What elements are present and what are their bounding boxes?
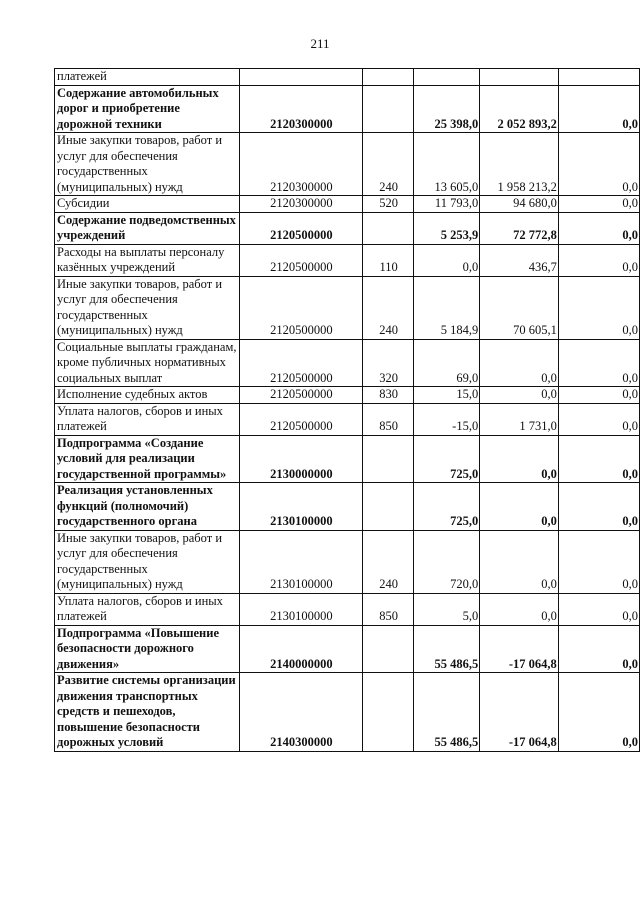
- row-value-1: -15,0: [414, 403, 480, 435]
- table-row: [55, 387, 640, 404]
- row-value-3: 0,0: [558, 212, 639, 244]
- row-value-2: 1 731,0: [480, 403, 559, 435]
- row-code: [239, 69, 362, 86]
- row-code: 2120500000: [239, 244, 362, 276]
- row-name: Развитие системы организации движения транспортных средств и пешеходов, повышение безопасности дорожных условий: [55, 673, 240, 752]
- row-expense-type: [363, 212, 414, 244]
- row-value-3: [558, 69, 639, 86]
- row-value-2: 436,7: [480, 244, 559, 276]
- row-value-1: 725,0: [414, 483, 480, 531]
- row-name: Социальные выплаты гражданам, кроме публичных нормативных социальных выплат: [55, 339, 240, 387]
- row-expense-type: 520: [363, 196, 414, 213]
- table-row: [55, 276, 640, 339]
- row-value-3: 0,0: [558, 196, 639, 213]
- table-row: [55, 530, 640, 593]
- row-value-3: 0,0: [558, 85, 639, 133]
- row-value-2: 0,0: [480, 483, 559, 531]
- row-value-1: 5,0: [414, 593, 480, 625]
- table-row: [55, 85, 640, 133]
- row-expense-type: [363, 673, 414, 752]
- row-value-2: 72 772,8: [480, 212, 559, 244]
- row-value-2: 0,0: [480, 387, 559, 404]
- row-code: 2120500000: [239, 212, 362, 244]
- table-row: [55, 625, 640, 673]
- table-row: [55, 212, 640, 244]
- row-value-3: 0,0: [558, 244, 639, 276]
- row-value-1: 25 398,0: [414, 85, 480, 133]
- row-code: 2120300000: [239, 133, 362, 196]
- row-code: 2140300000: [239, 673, 362, 752]
- row-value-3: 0,0: [558, 593, 639, 625]
- row-value-3: 0,0: [558, 625, 639, 673]
- row-expense-type: 830: [363, 387, 414, 404]
- row-code: 2130100000: [239, 483, 362, 531]
- row-value-1: 55 486,5: [414, 673, 480, 752]
- row-code: 2130100000: [239, 593, 362, 625]
- row-value-1: 0,0: [414, 244, 480, 276]
- row-code: 2120500000: [239, 387, 362, 404]
- row-code: 2130100000: [239, 530, 362, 593]
- row-value-3: 0,0: [558, 530, 639, 593]
- row-code: 2140000000: [239, 625, 362, 673]
- row-value-2: 0,0: [480, 339, 559, 387]
- row-value-3: 0,0: [558, 403, 639, 435]
- row-value-1: 15,0: [414, 387, 480, 404]
- table-row: [55, 244, 640, 276]
- row-expense-type: [363, 625, 414, 673]
- row-name: платежей: [55, 69, 240, 86]
- row-name: Подпрограмма «Создание условий для реализации государственной программы»: [55, 435, 240, 483]
- row-value-2: 2 052 893,2: [480, 85, 559, 133]
- row-expense-type: 850: [363, 593, 414, 625]
- row-value-1: 11 793,0: [414, 196, 480, 213]
- row-value-1: 55 486,5: [414, 625, 480, 673]
- row-name: Уплата налогов, сборов и иных платежей: [55, 403, 240, 435]
- row-value-3: 0,0: [558, 339, 639, 387]
- row-value-1: 5 184,9: [414, 276, 480, 339]
- row-value-2: 0,0: [480, 530, 559, 593]
- row-expense-type: [363, 69, 414, 86]
- table-row: [55, 339, 640, 387]
- row-value-2: -17 064,8: [480, 673, 559, 752]
- table-row: [55, 593, 640, 625]
- row-code: 2120500000: [239, 276, 362, 339]
- row-value-3: 0,0: [558, 435, 639, 483]
- row-name: Иные закупки товаров, работ и услуг для обеспечения государственных (муниципальных) нужд: [55, 276, 240, 339]
- row-expense-type: 110: [363, 244, 414, 276]
- row-expense-type: 240: [363, 530, 414, 593]
- row-name: Исполнение судебных актов: [55, 387, 240, 404]
- row-code: 2130000000: [239, 435, 362, 483]
- row-value-3: 0,0: [558, 276, 639, 339]
- row-name: Субсидии: [55, 196, 240, 213]
- row-name: Расходы на выплаты персоналу казённых учреждений: [55, 244, 240, 276]
- table-row: [55, 133, 640, 196]
- row-value-2: 0,0: [480, 593, 559, 625]
- row-value-3: 0,0: [558, 673, 639, 752]
- table-row: [55, 196, 640, 213]
- row-value-2: 94 680,0: [480, 196, 559, 213]
- row-value-1: 13 605,0: [414, 133, 480, 196]
- row-value-3: 0,0: [558, 483, 639, 531]
- row-expense-type: [363, 483, 414, 531]
- row-value-1: 725,0: [414, 435, 480, 483]
- budget-table: [54, 68, 640, 752]
- row-value-1: 69,0: [414, 339, 480, 387]
- row-value-2: 1 958 213,2: [480, 133, 559, 196]
- table-row: [55, 403, 640, 435]
- row-name: Подпрограмма «Повышение безопасности дорожного движения»: [55, 625, 240, 673]
- row-value-1: 720,0: [414, 530, 480, 593]
- page-number: 211: [310, 36, 330, 51]
- row-code: 2120300000: [239, 196, 362, 213]
- row-value-3: 0,0: [558, 387, 639, 404]
- row-expense-type: [363, 85, 414, 133]
- row-code: 2120300000: [239, 85, 362, 133]
- row-expense-type: [363, 435, 414, 483]
- row-code: 2120500000: [239, 339, 362, 387]
- row-expense-type: 240: [363, 133, 414, 196]
- row-value-3: 0,0: [558, 133, 639, 196]
- row-name: Содержание подведомственных учреждений: [55, 212, 240, 244]
- row-expense-type: 850: [363, 403, 414, 435]
- table-row: [55, 435, 640, 483]
- row-value-1: 5 253,9: [414, 212, 480, 244]
- row-value-2: 70 605,1: [480, 276, 559, 339]
- row-name: Реализация установленных функций (полномочий) государственного органа: [55, 483, 240, 531]
- row-name: Содержание автомобильных дорог и приобретение дорожной техники: [55, 85, 240, 133]
- row-expense-type: 320: [363, 339, 414, 387]
- row-code: 2120500000: [239, 403, 362, 435]
- row-name: Иные закупки товаров, работ и услуг для обеспечения государственных (муниципальных) нужд: [55, 530, 240, 593]
- row-name: Иные закупки товаров, работ и услуг для обеспечения государственных (муниципальных) нужд: [55, 133, 240, 196]
- row-value-2: [480, 69, 559, 86]
- row-name: Уплата налогов, сборов и иных платежей: [55, 593, 240, 625]
- row-value-1: [414, 69, 480, 86]
- table-row: [55, 69, 640, 86]
- table-row: [55, 673, 640, 752]
- row-expense-type: 240: [363, 276, 414, 339]
- row-value-2: 0,0: [480, 435, 559, 483]
- row-value-2: -17 064,8: [480, 625, 559, 673]
- table-row: [55, 483, 640, 531]
